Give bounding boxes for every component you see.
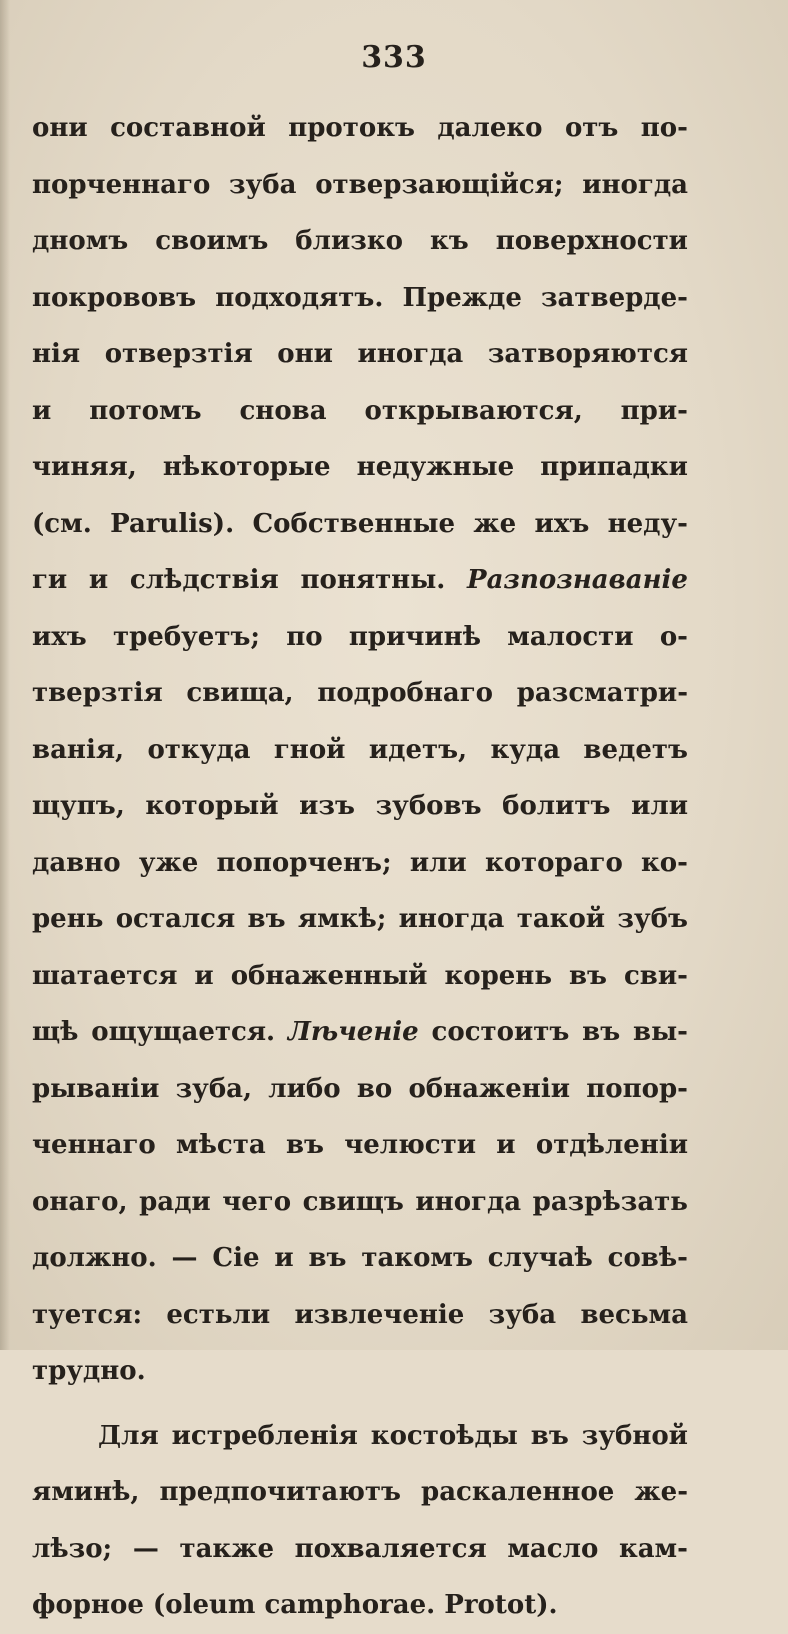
word: близко (295, 226, 403, 257)
word: корень (444, 960, 552, 991)
word: похваляется (294, 1533, 487, 1564)
word: нѣкоторые (162, 452, 331, 483)
text-line (32, 1061, 688, 1118)
word: яминѣ, (32, 1477, 140, 1508)
word: ванія, (32, 734, 125, 765)
word: же- (634, 1477, 688, 1508)
word: дномъ (32, 226, 129, 257)
text-line (32, 835, 688, 892)
word: ямкѣ; (297, 904, 387, 935)
text-line (32, 439, 688, 496)
word: вы- (633, 1017, 688, 1048)
word: давно (32, 847, 121, 878)
word: недужные (356, 452, 515, 483)
text-line (32, 1343, 688, 1400)
word: щѣ (32, 1017, 79, 1048)
word: отверзтія (104, 339, 253, 370)
word: гной (273, 734, 346, 765)
text-line (32, 100, 688, 157)
word: разрѣзать (532, 1186, 688, 1217)
word: также (179, 1533, 274, 1564)
word: и (274, 1243, 294, 1274)
paragraph-gap (32, 1400, 688, 1408)
word: либо (268, 1073, 341, 1104)
word: изъ (299, 791, 355, 822)
word: причинѣ (348, 621, 481, 652)
word: о- (659, 621, 688, 652)
word: открываются, (364, 395, 583, 426)
word: мѣста (176, 1130, 266, 1161)
word: ги (32, 565, 68, 596)
word: иногда (398, 904, 505, 935)
word: чиняя, (32, 452, 137, 483)
word: и (88, 565, 109, 596)
page-spine-shadow (0, 0, 10, 1350)
word: въ (285, 1130, 324, 1161)
word: Parulis). (110, 508, 235, 539)
word: же (473, 508, 517, 539)
word: туется: (32, 1299, 143, 1330)
text-line (32, 157, 688, 214)
word: куда (490, 734, 561, 765)
text-line (32, 326, 688, 383)
word: совѣ- (607, 1243, 688, 1274)
word: или (409, 847, 467, 878)
word: щупъ, (32, 791, 125, 822)
word: онаго, (32, 1186, 128, 1217)
word: покрововъ (32, 282, 197, 313)
text-line (32, 1577, 688, 1634)
word: идетъ, (368, 734, 468, 765)
word: ченнаго (32, 1130, 156, 1161)
word: протокъ (288, 113, 415, 144)
word: затверде- (540, 282, 688, 313)
word: остался (115, 904, 236, 935)
text-line (32, 891, 688, 948)
word: по (286, 621, 323, 652)
word: должно. (32, 1243, 157, 1274)
text-line (32, 1464, 688, 1521)
word: естьли (166, 1299, 271, 1330)
word: (см. (32, 508, 92, 539)
word: болитъ (502, 791, 611, 822)
word: уже (138, 847, 199, 878)
word: ихъ (534, 508, 590, 539)
word: потомъ (89, 395, 202, 426)
word: и (496, 1130, 516, 1161)
word: зубной (581, 1420, 688, 1451)
word: такой (516, 904, 606, 935)
line-text: трудно. (32, 1356, 146, 1387)
word: они (32, 113, 88, 144)
word: состоитъ (431, 1017, 570, 1048)
word: порченнаго (32, 169, 211, 200)
word: обнаженіи (408, 1073, 571, 1104)
word: иногда (582, 169, 688, 200)
word: лѣзо; (32, 1533, 113, 1564)
text-line (32, 665, 688, 722)
body-text (32, 100, 688, 1634)
word: Собственные (252, 508, 456, 539)
word: челюсти (344, 1130, 477, 1161)
word: ради (139, 1186, 211, 1217)
word: составной (110, 113, 266, 144)
text-line (32, 1230, 688, 1287)
text-line (32, 383, 688, 440)
word: свищъ (302, 1186, 404, 1217)
text-line (32, 1408, 688, 1465)
word: обнаженный (230, 960, 428, 991)
word: чего (222, 1186, 292, 1217)
word: рываніи (32, 1073, 160, 1104)
word: отверзающійся; (315, 169, 564, 200)
word: своимъ (155, 226, 269, 257)
word: извлеченіе (294, 1299, 465, 1330)
word: свища, (186, 678, 294, 709)
word: въ (568, 960, 607, 991)
word: разсматри- (516, 678, 688, 709)
word: зубовъ (375, 791, 482, 822)
word: весьма (580, 1299, 688, 1330)
word: или (631, 791, 688, 822)
word: который (145, 791, 279, 822)
word: зубъ (617, 904, 688, 935)
word: попорченъ; (216, 847, 392, 878)
line-text: форное (oleum camphorae. Protot). (32, 1590, 558, 1621)
text-line (32, 1521, 688, 1578)
word: по- (640, 113, 688, 144)
word: далеко (437, 113, 543, 144)
word: къ (429, 226, 469, 257)
word: они (277, 339, 333, 370)
text-line (32, 213, 688, 270)
word: ихъ (32, 621, 87, 652)
word: кам- (618, 1533, 688, 1564)
word: въ (530, 1420, 569, 1451)
word: въ (582, 1017, 621, 1048)
text-line (32, 1117, 688, 1174)
word: зуба (229, 169, 297, 200)
word: неду- (607, 508, 688, 539)
word: въ (247, 904, 286, 935)
word: случаѣ (487, 1243, 593, 1274)
word: Прежде (402, 282, 522, 313)
page-number: 333 (361, 40, 427, 75)
word: подходятъ. (215, 282, 384, 313)
word: нія (32, 339, 81, 370)
word: и (32, 395, 52, 426)
text-line (32, 722, 688, 779)
word: такомъ (361, 1243, 473, 1274)
word: предпочитаютъ (159, 1477, 401, 1508)
word: поверхности (495, 226, 688, 257)
text-line (32, 1004, 688, 1061)
word: рень (32, 904, 104, 935)
word: подробнаго (317, 678, 494, 709)
word: ощущается. (91, 1017, 276, 1048)
word: Сіе (212, 1243, 260, 1274)
word: во (356, 1073, 393, 1104)
word: и (194, 960, 214, 991)
word: котораго (484, 847, 623, 878)
word: въ (308, 1243, 347, 1274)
word: — (171, 1243, 198, 1274)
word: — (132, 1533, 159, 1564)
text-line (32, 270, 688, 327)
word: иногда (415, 1186, 522, 1217)
word: костоѣды (370, 1420, 518, 1451)
word: Для (98, 1420, 159, 1451)
word: понятны. (300, 565, 446, 596)
word: малости (507, 621, 634, 652)
italic-word: Разпознаваніе (467, 565, 688, 596)
word: попор- (586, 1073, 688, 1104)
word: сви- (623, 960, 688, 991)
text-line (32, 948, 688, 1005)
word: ко- (641, 847, 688, 878)
word: иногда (357, 339, 464, 370)
word: зуба, (175, 1073, 253, 1104)
text-line (32, 609, 688, 666)
text-line (32, 1174, 688, 1231)
italic-word: Лѣченіе (287, 1017, 419, 1048)
word: требуетъ; (112, 621, 260, 652)
word: снова (239, 395, 327, 426)
word: ведетъ (583, 734, 688, 765)
word: тверзтія (32, 678, 163, 709)
word: припадки (540, 452, 688, 483)
word: отдѣленіи (535, 1130, 688, 1161)
word: при- (620, 395, 688, 426)
word: отъ (564, 113, 619, 144)
text-line (32, 778, 688, 835)
word: раскаленное (421, 1477, 615, 1508)
text-line (32, 1287, 688, 1344)
text-line (32, 552, 688, 609)
text-line (32, 496, 688, 553)
word: слѣдствія (129, 565, 279, 596)
word: истребленія (171, 1420, 358, 1451)
word: масло (507, 1533, 599, 1564)
word: шатается (32, 960, 178, 991)
word: зуба (488, 1299, 557, 1330)
word: затворяются (487, 339, 688, 370)
word: откуда (147, 734, 251, 765)
